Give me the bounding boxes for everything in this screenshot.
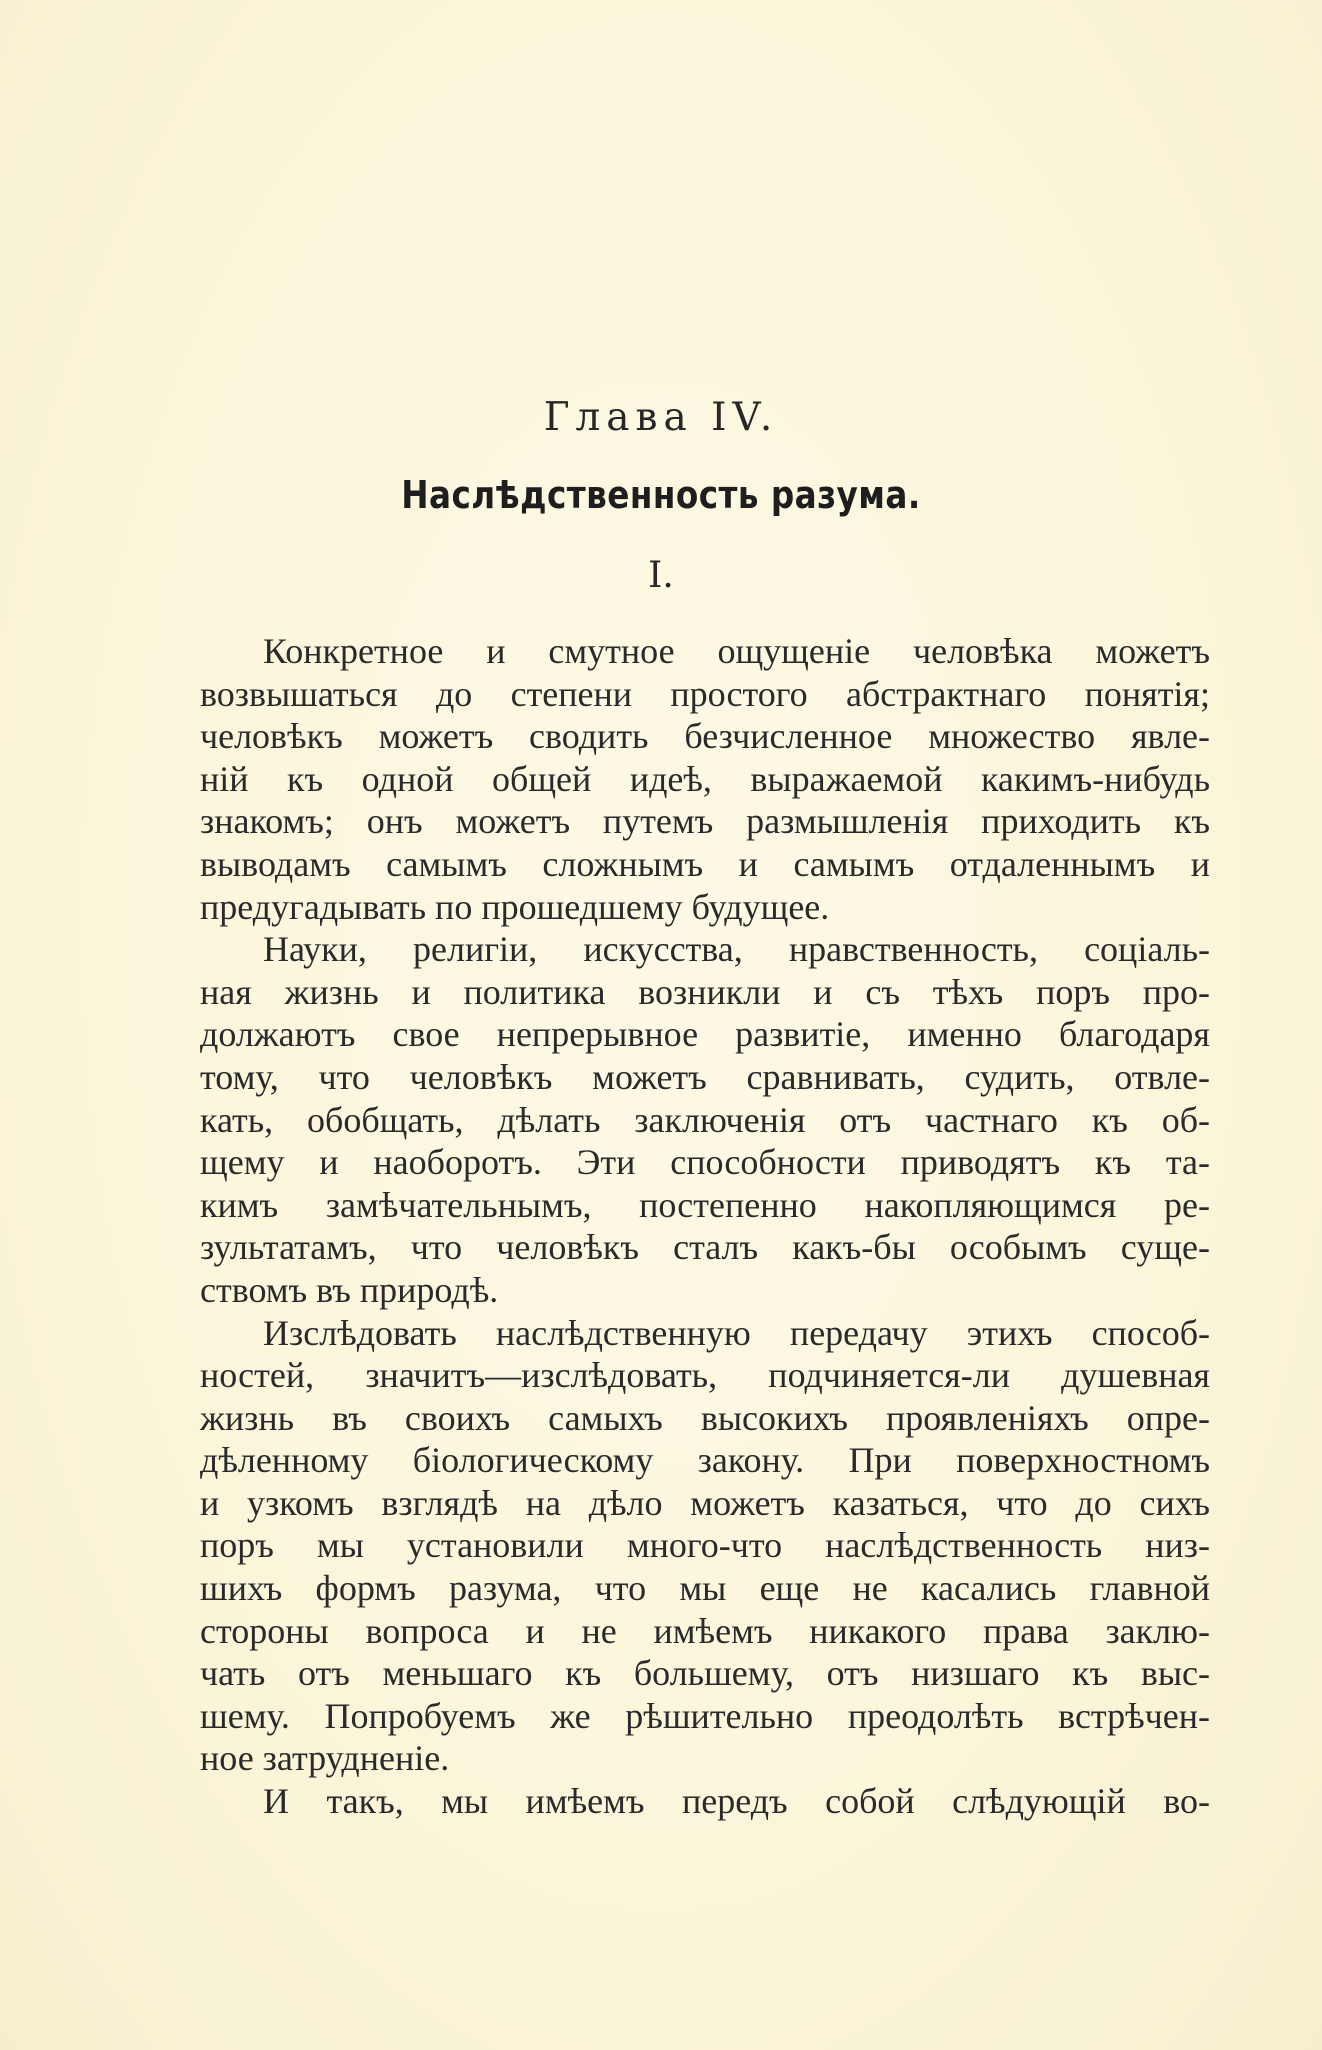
text-line: человѣкъ можетъ сводить безчисленное множество явле- bbox=[200, 716, 1210, 757]
text-line: дѣленному біологическому закону. При поверхностномъ bbox=[200, 1440, 1210, 1481]
body-text bbox=[200, 630, 1210, 1823]
paragraph bbox=[200, 1780, 1210, 1823]
text-line: предугадывать по прошедшему будущее. bbox=[200, 886, 830, 927]
paragraph bbox=[200, 630, 1210, 928]
text-line: знакомъ; онъ можетъ путемъ размышленія приходить къ bbox=[200, 801, 1210, 842]
section-number: I. bbox=[648, 555, 674, 596]
text-line: кать, обобщать, дѣлать заключенія отъ частнаго къ об- bbox=[200, 1099, 1210, 1140]
chapter-heading: Глава IV. bbox=[543, 395, 779, 440]
text-line: возвышаться до степени простого абстрактнаго понятія; bbox=[200, 673, 1210, 714]
text-line: ностей, значитъ—изслѣдовать, подчиняется-ли душевная bbox=[200, 1355, 1210, 1396]
text-line: стороны вопроса и не имѣемъ никакого права заклю- bbox=[200, 1610, 1210, 1651]
text-line: и узкомъ взглядѣ на дѣло можетъ казаться, что до сихъ bbox=[200, 1482, 1210, 1523]
text-line: шему. Попробуемъ же рѣшительно преодолѣть встрѣчен- bbox=[200, 1695, 1210, 1736]
paragraph bbox=[200, 928, 1210, 1311]
text-line: чать отъ меньшаго къ большему, отъ низшаго къ выс- bbox=[200, 1653, 1210, 1694]
text-line: Изслѣдовать наслѣдственную передачу этихъ способ- bbox=[263, 1312, 1210, 1353]
text-line: поръ мы установили много-что наслѣдственность низ- bbox=[200, 1525, 1210, 1566]
text-line: Конкретное и смутное ощущеніе человѣка можетъ bbox=[263, 631, 1210, 671]
chapter-title: Наслѣдственность разума. bbox=[401, 473, 921, 517]
text-line: Науки, религіи, искусства, нравственность, соціаль- bbox=[263, 929, 1210, 970]
text-line: кимъ замѣчательнымъ, постепенно накопляющимся ре- bbox=[200, 1184, 1210, 1225]
text-line: шихъ формъ разума, что мы еще не касались главной bbox=[200, 1568, 1210, 1609]
text-line: зультатамъ, что человѣкъ сталъ какъ-бы особымъ суще- bbox=[200, 1227, 1210, 1268]
text-line: должаютъ свое непрерывное развитіе, именно благодаря bbox=[200, 1014, 1210, 1055]
paragraph bbox=[200, 1312, 1210, 1781]
text-line: ній къ одной общей идеѣ, выражаемой какимъ-нибудь bbox=[200, 758, 1210, 799]
text-line: тому, что человѣкъ можетъ сравнивать, судить, отвле- bbox=[200, 1056, 1210, 1097]
text-line: ное затрудненіе. bbox=[200, 1738, 450, 1779]
text-line: ствомъ въ природѣ. bbox=[200, 1269, 499, 1310]
text-line: жизнь въ своихъ самыхъ высокихъ проявленіяхъ опре- bbox=[200, 1397, 1210, 1438]
text-line: выводамъ самымъ сложнымъ и самымъ отдаленнымъ и bbox=[200, 843, 1210, 884]
text-line: щему и наоборотъ. Эти способности приводятъ къ та- bbox=[200, 1142, 1210, 1183]
text-line: ная жизнь и политика возникли и съ тѣхъ поръ про- bbox=[200, 971, 1210, 1012]
text-line: И такъ, мы имѣемъ передъ собой слѣдующій во- bbox=[263, 1781, 1210, 1822]
